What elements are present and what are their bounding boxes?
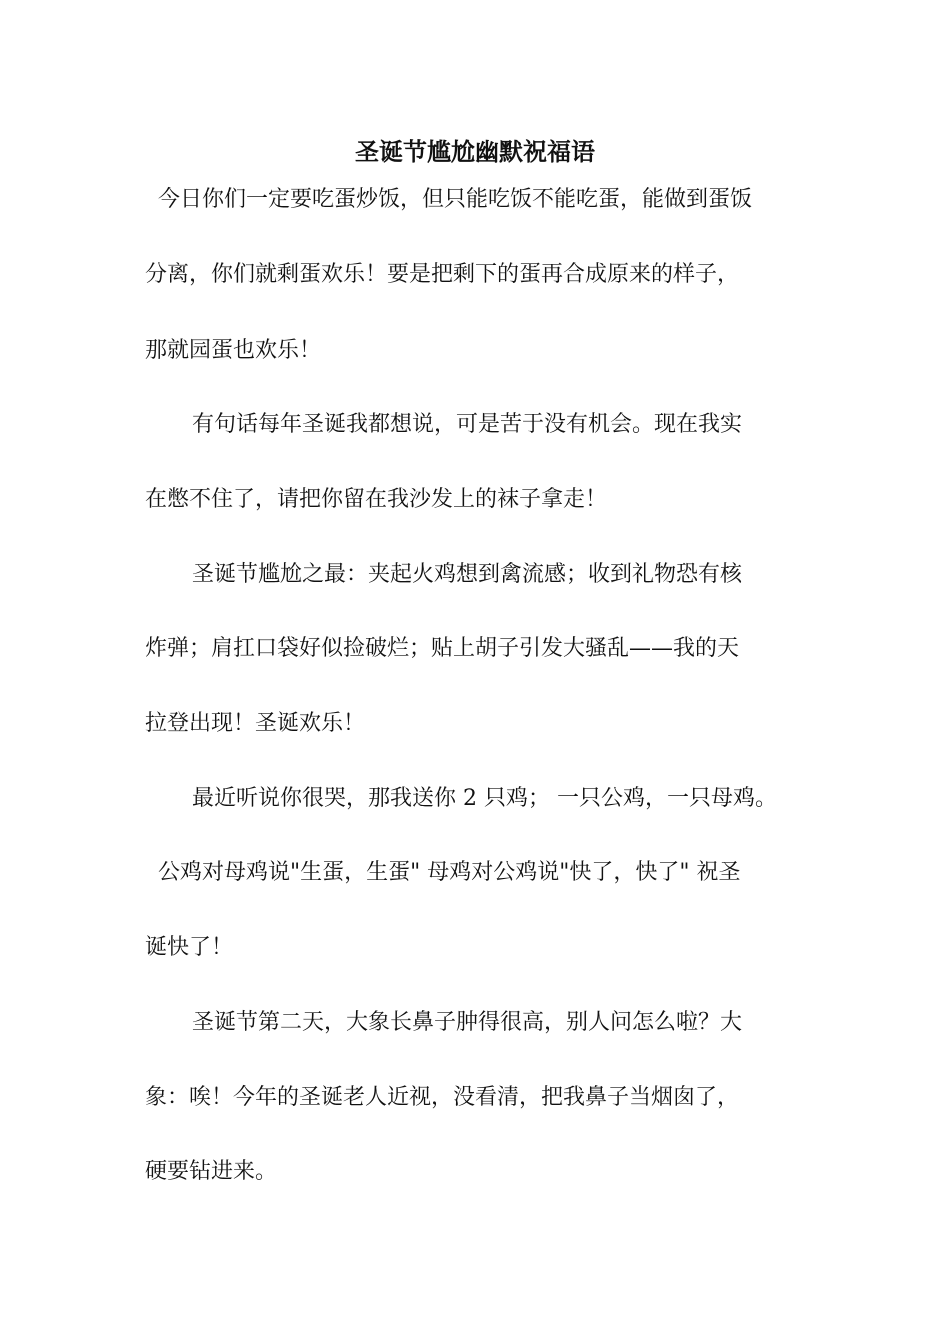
- paragraph-4-line-1: 最近听说你很哭，那我送你 2 只鸡； 一只公鸡，一只母鸡。: [192, 786, 777, 811]
- paragraph-4-line-2: 公鸡对母鸡说"生蛋，生蛋" 母鸡对公鸡说"快了，快了" 祝圣: [158, 860, 741, 885]
- paragraph-5-line-2: 象：唉！今年的圣诞老人近视，没看清，把我鼻子当烟囱了，: [145, 1085, 740, 1110]
- paragraph-4-line-3: 诞快了！: [145, 935, 234, 960]
- paragraph-2-line-2: 在憋不住了，请把你留在我沙发上的袜子拿走！: [145, 487, 608, 512]
- paragraph-3-line-2: 炸弹；肩扛口袋好似捡破烂；贴上胡子引发大骚乱——我的天: [145, 636, 740, 661]
- paragraph-3-line-1: 圣诞节尴尬之最：夹起火鸡想到禽流感；收到礼物恐有核: [192, 562, 743, 587]
- paragraph-5-line-1: 圣诞节第二天，大象长鼻子肿得很高，别人问怎么啦？大: [192, 1010, 743, 1035]
- paragraph-5-line-3: 硬要钻进来。: [145, 1159, 278, 1184]
- document-title: 圣诞节尴尬幽默祝福语: [355, 137, 595, 166]
- paragraph-2-line-1: 有句话每年圣诞我都想说，可是苦于没有机会。现在我实: [192, 412, 743, 437]
- paragraph-1-line-1: 今日你们一定要吃蛋炒饭，但只能吃饭不能吃蛋，能做到蛋饭: [158, 187, 753, 212]
- paragraph-3-line-3: 拉登出现！圣诞欢乐！: [145, 711, 366, 736]
- paragraph-1-line-2: 分离，你们就剩蛋欢乐！要是把剩下的蛋再合成原来的样子，: [145, 262, 740, 287]
- paragraph-1-line-3: 那就园蛋也欢乐！: [145, 338, 322, 363]
